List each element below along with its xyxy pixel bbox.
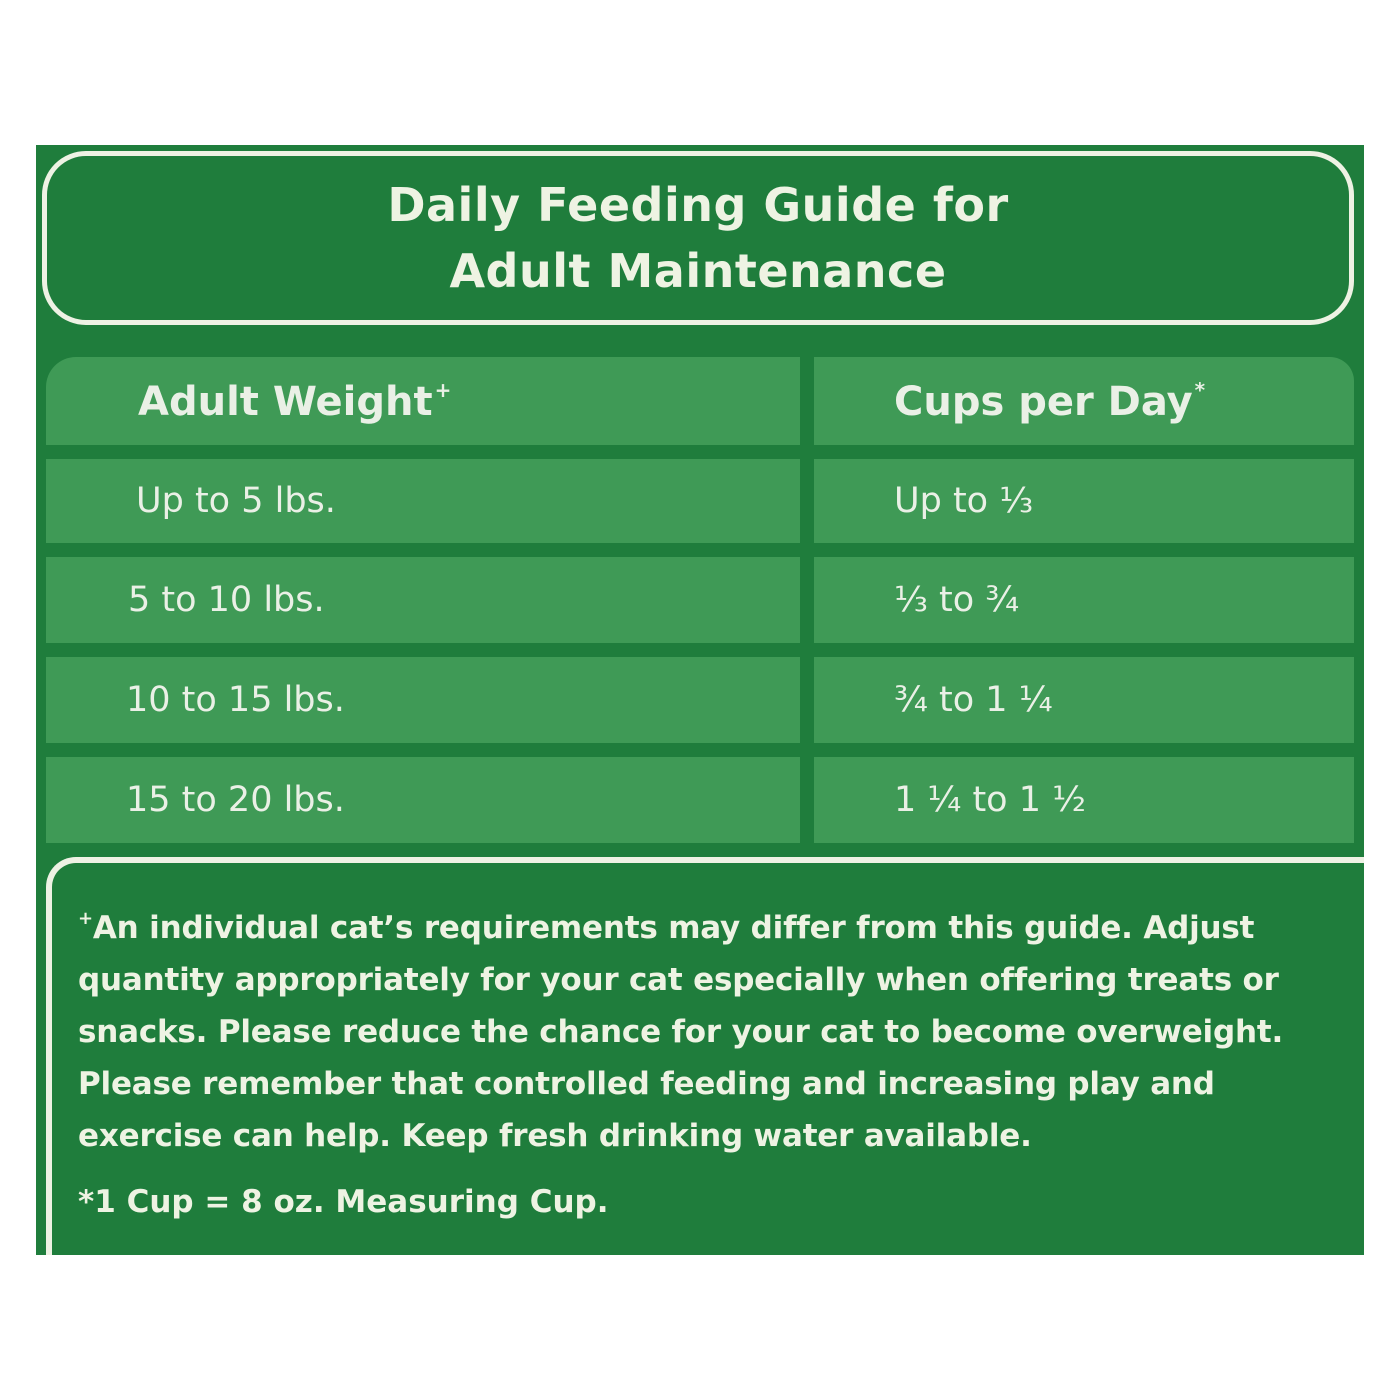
requirements-note-mark: + bbox=[78, 908, 93, 929]
header-weight-mark: + bbox=[434, 377, 452, 402]
row-2-weight-text: 5 to 10 lbs. bbox=[128, 580, 325, 620]
requirements-note bbox=[78, 893, 1350, 1162]
measuring-cup-note: *1 Cup = 8 oz. Measuring Cup. bbox=[78, 1184, 609, 1220]
table-row-4-cups bbox=[814, 757, 1354, 843]
row-1-cups-text: Up to ⅓ bbox=[894, 481, 1034, 521]
row-3-cups-text: ¾ to 1 ¼ bbox=[894, 680, 1053, 720]
header-weight-label: Adult Weight bbox=[138, 378, 433, 425]
title-line-2: Adult Maintenance bbox=[449, 244, 947, 298]
row-4-cups-text: 1 ¼ to 1 ½ bbox=[894, 780, 1087, 820]
table-row-2-weight bbox=[46, 557, 800, 643]
table-row-1-weight bbox=[46, 459, 800, 543]
header-cups-mark: * bbox=[1194, 377, 1206, 402]
header-adult-weight bbox=[46, 357, 800, 445]
feeding-notes bbox=[46, 857, 1364, 1255]
table-row-1-cups bbox=[814, 459, 1354, 543]
header-cups-label: Cups per Day bbox=[894, 378, 1193, 425]
requirements-note-text: An individual cat’s requirements may differ from this guide. Adjust quantity appropriately for your cat especially when offering treats or snacks. Please reduce the chance for your cat to become overweight. Please remember that controlled feeding and increasing play and exercise can help. Keep fresh drinking water available. bbox=[78, 910, 1284, 1154]
feeding-guide-panel bbox=[36, 145, 1364, 1255]
row-4-weight-text: 15 to 20 lbs. bbox=[126, 780, 345, 820]
row-2-cups-text: ⅓ to ¾ bbox=[894, 580, 1020, 620]
row-1-weight-text: Up to 5 lbs. bbox=[136, 481, 336, 521]
title-banner bbox=[42, 151, 1354, 325]
row-3-weight-text: 10 to 15 lbs. bbox=[126, 680, 345, 720]
title-line-1: Daily Feeding Guide for bbox=[387, 178, 1009, 232]
table-row-3-cups bbox=[814, 657, 1354, 743]
table-row-3-weight bbox=[46, 657, 800, 743]
table-row-4-weight bbox=[46, 757, 800, 843]
header-cups-per-day bbox=[814, 357, 1354, 445]
table-row-2-cups bbox=[814, 557, 1354, 643]
